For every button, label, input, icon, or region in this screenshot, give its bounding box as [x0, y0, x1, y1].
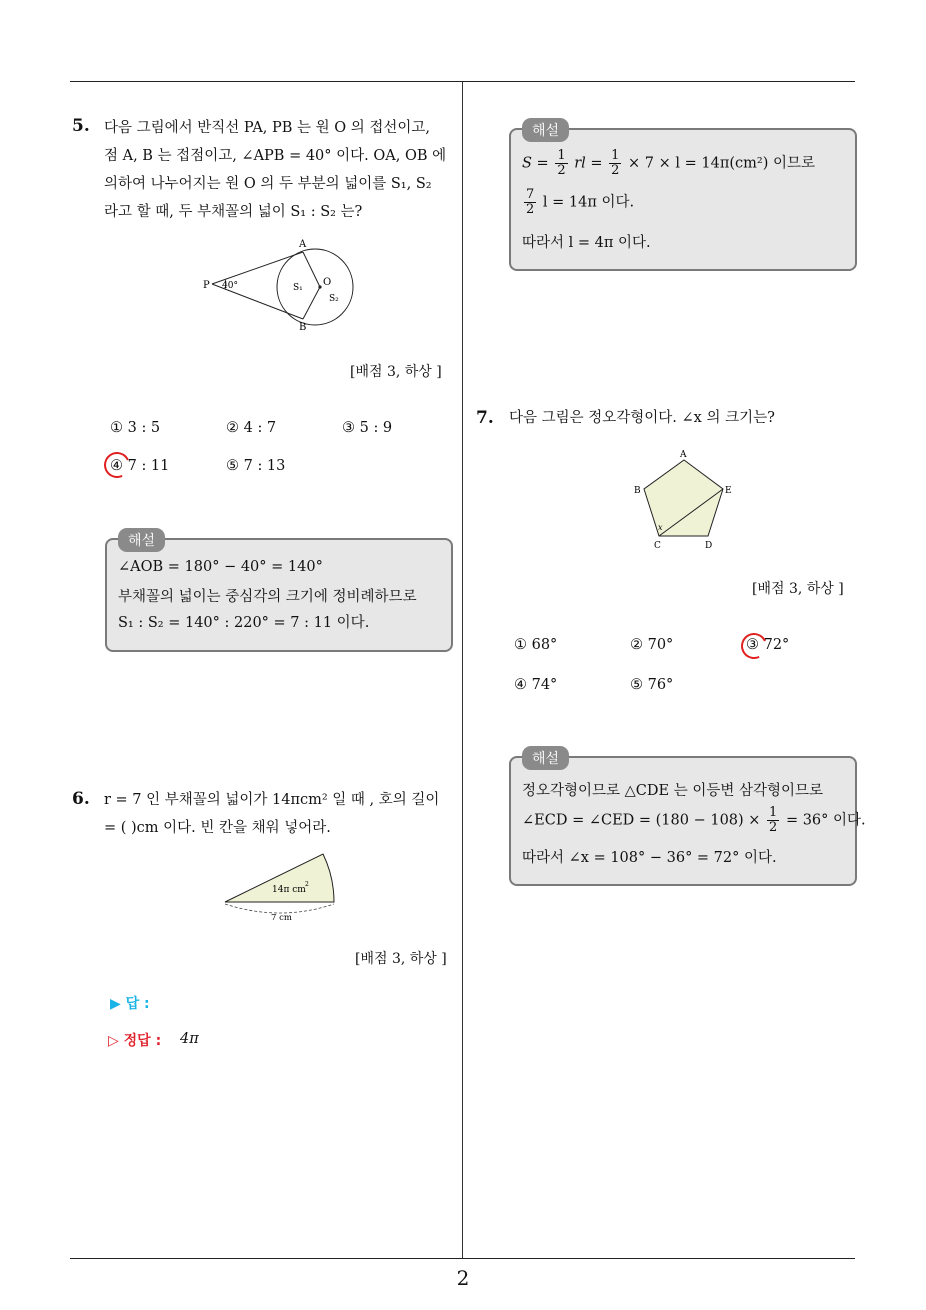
- frac-den: 2: [769, 820, 778, 835]
- bottom-rule: [70, 1258, 855, 1259]
- q6-sol-post: × 7 × l = 14π(cm²) 이므로: [628, 155, 815, 172]
- q6-sol-frac: [555, 149, 567, 178]
- frac-den: 2: [526, 202, 535, 217]
- label-O: O: [323, 277, 332, 288]
- q6-line: r = 7 인 부채꼴의 넓이가 14πcm² 일 때 , 호의 길이: [104, 792, 440, 808]
- q5-option-4[interactable]: ④ 7 : 11: [110, 458, 170, 474]
- q6-answer-label[interactable]: ▶ 답 :: [110, 996, 150, 1012]
- q7-text: 다음 그림은 정오각형이다. ∠x 의 크기는?: [509, 410, 775, 426]
- q6-line: = ( )cm 이다. 빈 칸을 채워 넣어라.: [104, 820, 331, 836]
- q5-line: 라고 할 때, 두 부채꼴의 넓이 S₁ : S₂ 는?: [104, 204, 363, 220]
- q5-figure: [195, 235, 365, 335]
- q5-option-5[interactable]: ⑤ 7 : 13: [226, 458, 286, 474]
- label-C: C: [654, 541, 661, 551]
- q5-option-1[interactable]: ① 3 : 5: [110, 420, 161, 436]
- q6-correct-label: ▷ 정답 :: [108, 1033, 162, 1049]
- q6-solution-line2: [522, 188, 634, 217]
- q6-correct-value: 4π: [180, 1031, 199, 1047]
- q5-solution-line: S₁ : S₂ = 140° : 220° = 7 : 11 이다.: [118, 615, 370, 631]
- q5-option-2[interactable]: ② 4 : 7: [226, 420, 277, 436]
- q5-number: 5.: [72, 116, 90, 136]
- label-P: P: [203, 280, 210, 291]
- q7-sol-line2-pre: ∠ECD = ∠CED = (180 − 108) ×: [522, 812, 761, 829]
- q6-sol-mid: rl =: [574, 155, 603, 172]
- label-angle: 40°: [222, 281, 238, 291]
- q7-sol-frac: [767, 806, 779, 835]
- q7-sol-line2-post: = 36° 이다.: [785, 812, 866, 829]
- q5-option-3[interactable]: ③ 5 : 9: [342, 420, 393, 436]
- q7-option-1[interactable]: ① 68°: [514, 637, 558, 653]
- label-B: B: [299, 322, 307, 333]
- label-A: A: [299, 239, 307, 250]
- q5-answer-mark: [100, 448, 133, 481]
- q7-solution-line3: 따라서 ∠x = 108° − 36° = 72° 이다.: [522, 850, 777, 866]
- q5-line: 의하여 나누어지는 원 O 의 두 부분의 넓이를 S₁, S₂: [104, 176, 432, 192]
- q6-sol-line2-text: l = 14π 이다.: [542, 194, 635, 211]
- label-A: A: [680, 450, 687, 460]
- q7-points: [배점 3, 하상 ]: [752, 581, 844, 597]
- q5-solution-tag: 해설: [118, 528, 165, 552]
- label-x: x: [658, 523, 663, 532]
- q7-solution-line2: [522, 806, 866, 835]
- q6-area-sup: 2: [305, 881, 309, 888]
- q5-text: [104, 114, 454, 226]
- frac-den: 2: [557, 163, 566, 178]
- q6-solution-tag: 해설: [522, 118, 569, 142]
- q7-option-3[interactable]: ③ 72°: [746, 637, 790, 653]
- q6-sol-frac: [609, 149, 621, 178]
- label-E: E: [725, 486, 732, 496]
- q7-figure: [628, 448, 740, 554]
- q6-sol-pre: S =: [522, 155, 549, 172]
- q6-radius-label: 7 cm: [271, 913, 292, 923]
- page-number: 2: [456, 1266, 470, 1290]
- q6-figure: [220, 850, 345, 925]
- frac-num: 7: [526, 187, 535, 202]
- q6-sol-frac: [524, 188, 536, 217]
- label-S2: S₂: [329, 294, 339, 304]
- q6-area-label: 14π cm: [272, 885, 306, 895]
- label-S1: S₁: [293, 283, 303, 293]
- q5-points: [배점 3, 하상 ]: [350, 364, 442, 380]
- frac-num: 1: [557, 148, 566, 163]
- label-D: D: [705, 541, 713, 551]
- q6-number: 6.: [72, 789, 90, 809]
- frac-num: 1: [611, 148, 620, 163]
- q7-number: 7.: [476, 408, 494, 428]
- frac-num: 1: [769, 805, 778, 820]
- q7-option-4[interactable]: ④ 74°: [514, 677, 558, 693]
- q6-solution-line3: 따라서 l = 4π 이다.: [522, 235, 651, 251]
- q7-option-2[interactable]: ② 70°: [630, 637, 674, 653]
- q7-answer-mark: [737, 629, 770, 662]
- q7-solution-line1: 정오각형이므로 △CDE 는 이등변 삼각형이므로: [522, 783, 824, 799]
- q5-solution-line: ∠AOB = 180° − 40° = 140°: [118, 559, 323, 575]
- label-B: B: [634, 486, 641, 496]
- q6-points: [배점 3, 하상 ]: [355, 951, 447, 967]
- frac-den: 2: [611, 163, 620, 178]
- q7-option-5[interactable]: ⑤ 76°: [630, 677, 674, 693]
- q7-solution-tag: 해설: [522, 746, 569, 770]
- column-divider: [462, 82, 463, 1258]
- q5-solution-line: 부채꼴의 넓이는 중심각의 크기에 정비례하므로: [118, 589, 417, 605]
- q6-solution-line1: [522, 149, 815, 178]
- q5-line: 다음 그림에서 반직선 PA, PB 는 원 O 의 접선이고,: [104, 120, 431, 136]
- q5-line: 점 A, B 는 접점이고, ∠APB = 40° 이다. OA, OB 에: [104, 148, 447, 164]
- q6-text: [104, 786, 456, 842]
